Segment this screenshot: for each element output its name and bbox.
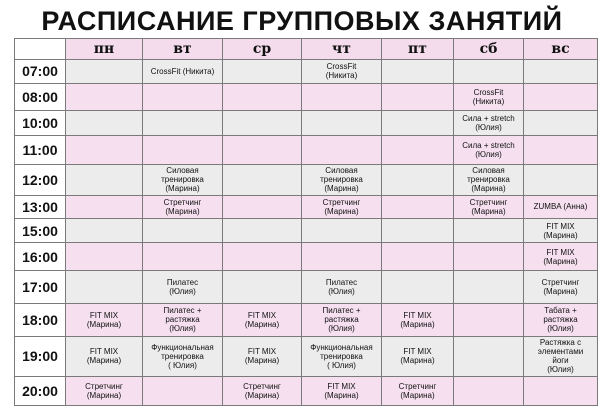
schedule-cell xyxy=(66,219,143,243)
class-entry: Пилатес + растяжка (Юлия) xyxy=(163,306,202,334)
schedule-cell xyxy=(223,195,302,219)
class-entry: Стретчинг (Марина) xyxy=(163,197,202,216)
schedule-row xyxy=(15,303,598,336)
schedule-cell xyxy=(524,336,598,376)
schedule-cell xyxy=(66,303,143,336)
class-entry: Пилатес (Юлия) xyxy=(325,278,358,297)
class-entry: Силовая тренировка (Марина) xyxy=(320,166,363,194)
schedule-cell xyxy=(524,110,598,135)
schedule-cell xyxy=(66,243,143,271)
class-entry: FIT MIX (Марина) xyxy=(400,347,435,366)
schedule-cell xyxy=(524,60,598,84)
schedule-cell xyxy=(143,271,223,304)
time-label: 17:00 xyxy=(15,271,66,304)
day-header: вт xyxy=(143,39,223,60)
schedule-row xyxy=(15,243,598,271)
schedule-cell xyxy=(382,195,454,219)
schedule-row xyxy=(15,60,598,84)
schedule-cell xyxy=(66,376,143,405)
schedule-cell xyxy=(223,60,302,84)
schedule-row xyxy=(15,165,598,195)
class-entry: Пилатес (Юлия) xyxy=(166,278,199,297)
class-entry: FIT MIX (Марина) xyxy=(400,310,435,329)
time-label: 20:00 xyxy=(15,376,66,405)
schedule-cell xyxy=(454,110,524,135)
schedule-cell xyxy=(382,376,454,405)
schedule-cell xyxy=(302,135,382,164)
schedule-cell xyxy=(302,110,382,135)
header-corner xyxy=(15,39,66,60)
day-header: ср xyxy=(223,39,302,60)
schedule-row xyxy=(15,83,598,110)
day-header: пн xyxy=(66,39,143,60)
day-header: чт xyxy=(302,39,382,60)
time-label: 15:00 xyxy=(15,219,66,243)
schedule-cell xyxy=(524,165,598,195)
day-header: вс xyxy=(524,39,598,60)
schedule-cell xyxy=(524,195,598,219)
schedule-cell xyxy=(223,219,302,243)
schedule-row xyxy=(15,110,598,135)
schedule-cell xyxy=(454,376,524,405)
schedule-cell xyxy=(454,303,524,336)
schedule-cell xyxy=(382,243,454,271)
time-label: 18:00 xyxy=(15,303,66,336)
schedule-cell xyxy=(524,135,598,164)
time-label: 10:00 xyxy=(15,110,66,135)
time-label: 13:00 xyxy=(15,195,66,219)
class-entry: FIT MIX (Марина) xyxy=(543,247,578,266)
class-entry: Табата + растяжка (Юлия) xyxy=(543,306,578,334)
schedule-cell xyxy=(66,336,143,376)
schedule-cell xyxy=(524,376,598,405)
header-row xyxy=(15,39,598,60)
schedule-cell xyxy=(302,195,382,219)
schedule-row xyxy=(15,135,598,164)
schedule-cell xyxy=(223,83,302,110)
schedule-cell xyxy=(143,83,223,110)
schedule-cell xyxy=(143,243,223,271)
schedule-cell xyxy=(302,60,382,84)
time-label: 12:00 xyxy=(15,165,66,195)
schedule-cell xyxy=(454,165,524,195)
schedule-cell xyxy=(143,376,223,405)
schedule-cell xyxy=(454,60,524,84)
class-entry: FIT MIX (Марина) xyxy=(86,347,122,366)
class-entry: Стретчинг (Марина) xyxy=(398,381,437,400)
schedule-cell xyxy=(223,165,302,195)
schedule-cell xyxy=(302,219,382,243)
day-header: сб xyxy=(454,39,524,60)
page-title: РАСПИСАНИЕ ГРУППОВЫХ ЗАНЯТИЙ xyxy=(41,6,563,36)
schedule-row xyxy=(15,271,598,304)
schedule-row xyxy=(15,195,598,219)
class-entry: Стретчинг (Марина) xyxy=(243,381,281,400)
schedule-cell xyxy=(66,60,143,84)
class-entry: Пилатес + растяжка (Юлия) xyxy=(322,306,361,334)
schedule-cell xyxy=(454,243,524,271)
schedule-cell xyxy=(143,165,223,195)
schedule-cell xyxy=(302,271,382,304)
schedule-cell xyxy=(223,271,302,304)
schedule-cell xyxy=(223,376,302,405)
schedule-cell xyxy=(454,195,524,219)
class-entry: Функциональная тренировка ( Юлия) xyxy=(310,342,373,370)
schedule-cell xyxy=(143,219,223,243)
schedule-cell xyxy=(223,303,302,336)
schedule-cell xyxy=(223,135,302,164)
class-entry: Функциональная тренировка ( Юлия) xyxy=(151,342,214,370)
schedule-cell xyxy=(382,219,454,243)
schedule-cell xyxy=(382,135,454,164)
schedule-cell xyxy=(302,376,382,405)
class-entry: ZUMBA (Анна) xyxy=(533,202,588,212)
schedule-cell xyxy=(454,219,524,243)
class-entry: CrossFit (Никита) xyxy=(150,66,215,76)
class-entry: CrossFit (Никита) xyxy=(325,62,358,81)
schedule-cell xyxy=(66,83,143,110)
time-label: 11:00 xyxy=(15,135,66,164)
time-label: 08:00 xyxy=(15,83,66,110)
schedule-cell xyxy=(382,271,454,304)
schedule-cell xyxy=(66,195,143,219)
class-entry: CrossFit (Никита) xyxy=(472,87,505,106)
day-header: пт xyxy=(382,39,454,60)
schedule-cell xyxy=(524,243,598,271)
schedule-cell xyxy=(143,336,223,376)
schedule-cell xyxy=(302,243,382,271)
schedule-row xyxy=(15,376,598,405)
schedule-cell xyxy=(382,110,454,135)
schedule-cell xyxy=(454,336,524,376)
schedule-cell xyxy=(524,219,598,243)
class-entry: Растяжка с элементами йоги (Юлия) xyxy=(537,338,584,375)
schedule-cell xyxy=(454,135,524,164)
schedule-body xyxy=(15,60,598,406)
class-entry: Силовая тренировка (Марина) xyxy=(161,166,204,194)
time-label: 07:00 xyxy=(15,60,66,84)
schedule-cell xyxy=(524,303,598,336)
schedule-row xyxy=(15,219,598,243)
schedule-cell xyxy=(223,243,302,271)
schedule-cell xyxy=(66,165,143,195)
class-entry: FIT MIX (Марина) xyxy=(244,347,280,366)
schedule-cell xyxy=(302,165,382,195)
schedule-cell xyxy=(454,271,524,304)
schedule-cell xyxy=(524,83,598,110)
class-entry: Стретчинг (Марина) xyxy=(322,197,361,216)
class-entry: FIT MIX (Марина) xyxy=(244,310,280,329)
schedule-cell xyxy=(382,83,454,110)
schedule-cell xyxy=(524,271,598,304)
class-entry: Стретчинг (Марина) xyxy=(541,278,580,297)
class-entry: Силовая тренировка (Марина) xyxy=(467,166,510,194)
schedule-cell xyxy=(302,83,382,110)
time-label: 19:00 xyxy=(15,336,66,376)
schedule-cell xyxy=(143,303,223,336)
schedule-cell xyxy=(143,135,223,164)
schedule-cell xyxy=(143,195,223,219)
schedule-cell xyxy=(66,135,143,164)
schedule-cell xyxy=(66,110,143,135)
time-label: 16:00 xyxy=(15,243,66,271)
schedule-table xyxy=(14,38,598,406)
schedule-cell xyxy=(382,165,454,195)
class-entry: Стретчинг (Марина) xyxy=(85,381,123,400)
schedule-cell xyxy=(223,336,302,376)
schedule-row xyxy=(15,336,598,376)
class-entry: FIT MIX (Марина) xyxy=(324,381,359,400)
class-entry: Сила + stretch (Юлия) xyxy=(462,141,515,160)
schedule-cell xyxy=(382,336,454,376)
class-entry: FIT MIX (Марина) xyxy=(86,310,122,329)
schedule-cell xyxy=(382,303,454,336)
schedule-cell xyxy=(302,336,382,376)
schedule-cell xyxy=(223,110,302,135)
schedule-cell xyxy=(66,271,143,304)
class-entry: FIT MIX (Марина) xyxy=(543,221,578,240)
schedule-cell xyxy=(302,303,382,336)
schedule-cell xyxy=(143,110,223,135)
schedule-cell xyxy=(143,60,223,84)
schedule-cell xyxy=(382,60,454,84)
schedule-cell xyxy=(454,83,524,110)
class-entry: Стретчинг (Марина) xyxy=(469,197,508,216)
class-entry: Сила + stretch (Юлия) xyxy=(462,113,515,132)
